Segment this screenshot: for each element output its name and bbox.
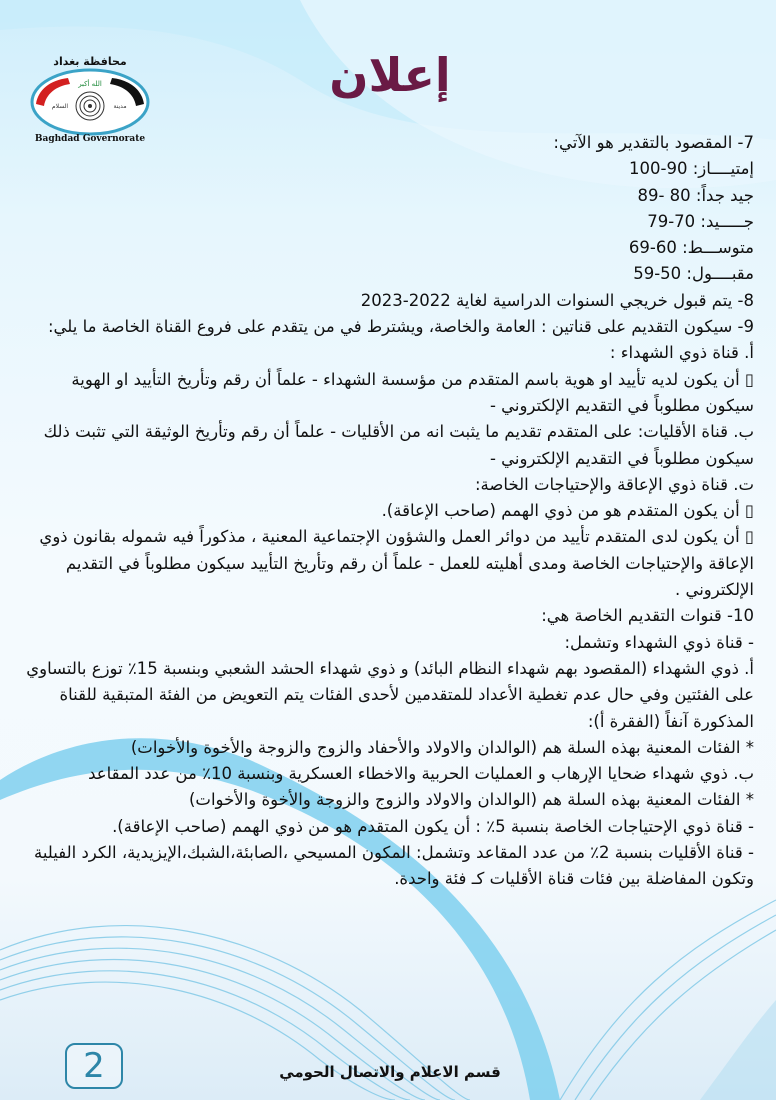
item-8: 8- يتم قبول خريجي السنوات الدراسية لغاية 2022-2023 [360,290,754,310]
item-9: 9- سيكون التقديم على قناتين : العامة والخاصة، ويشترط في من يتقدم على فروع القناة الخاصة ما يلي: [47,317,754,337]
disability-channel-heading: ت. قناة ذوي الإعاقة والإحتياجات الخاصة: [475,474,754,494]
page-number: 2 [65,1043,123,1089]
grade-average: متوســـط: 60-69 [628,238,754,258]
disability-requirement-1: ▯ أن يكون المتقدم هو من ذوي الهمم (صاحب الإعاقة). [381,501,754,521]
special-needs-channel: - قناة ذوي الإحتياجات الخاصة بنسبة 5٪ : أن يكون المتقدم هو من ذوي الهمم (صاحب الإعاقة). [112,816,754,836]
page-title: إعلان [329,48,451,102]
minorities-quota: - قناة الأقليات بنسبة 2٪ من عدد المقاعد وتشمل: المكون المسيحي ،الصابئة،الشبك،الإيزيدية، الكرد الفيلية وتكون المفاضلة بين فئات قناة الأقليات كـ فئة واحدة. [33,843,754,889]
item-10-heading: 10- قنوات التقديم الخاصة هي: [541,606,754,626]
svg-text:الله أكبر: الله أكبر [78,80,102,88]
grade-excellent: إمتيــــاز: 90-100 [629,159,754,179]
svg-text:مدينة: مدينة [113,103,127,110]
logo-top-text: محافظة بغداد [53,55,127,68]
grade-acceptable: مقبــــول: 50-59 [633,264,754,284]
martyrs-families-a-categories: * الفئات المعنية بهذه السلة هم (الوالدان والاولاد والأحفاد والزوج والزوجة والأخوة والأخوات) [130,737,754,757]
item-7-heading: 7- المقصود بالتقدير هو الآتي: [553,133,754,152]
martyrs-channel-requirement: ▯ أن يكون لديه تأييد او هوية باسم المتقدم من مؤسسة الشهداء - علماً أن رقم وتأريخ التأييد او الهوية سيكون مطلوباً في التقديم الإلكتروني - [71,369,754,415]
minorities-channel: ب. قناة الأقليات: على المتقدم تقديم ما يثبت انه من الأقليات - علماً أن رقم وتأريخ الوثيقة التي تثبت ذلك سيكون مطلوباً في التقديم الإلكتروني - [43,422,754,468]
disability-requirement-2: ▯ أن يكون لدى المتقدم تأييد من دوائر العمل والشؤون الإجتماعية المعنية ، مذكوراً فيه شموله بقانون ذوي الإعاقة والإحتياجات الخاصة ومدى أهليته للعمل - علماً أن رقم وتأريخ التأييد سيكون مطلوباً في التقديم الإلكتروني . [39,527,754,600]
martyrs-channel-heading: أ. قناة ذوي الشهداء : [609,343,754,363]
svg-text:السلام: السلام [51,103,69,110]
svg-text:Baghdad Governorate: Baghdad Governorate [34,134,146,144]
grade-very-good: جيد جداً: 80 -89 [637,185,754,205]
martyrs-families-a: أ. ذوي الشهداء (المقصود بهم شهداء النظام البائد) و ذوي شهداء الحشد الشعبي وبنسبة 15٪ توزع بالتساوي على الفئتين وفي حال عدم تغطية الأعداد للمتقدمين لأحدى الفئات يتم التعويض من الفئة المتبقية للقناة المذكورة آنفاً (الفقرة أ): [26,658,754,731]
martyrs-families-channel: - قناة ذوي الشهداء وتشمل: [564,632,754,652]
announcement-body [22,130,754,893]
martyrs-families-b-categories: * الفئات المعنية بهذه السلة هم (الوالدان والاولاد والزوج والزوجة والأخوة والأخوات) [189,790,754,810]
grade-good: جـــــيد: 70-79 [647,211,754,231]
martyrs-families-b: ب. ذوي شهداء ضحايا الإرهاب و العمليات الحربية والاخطاء العسكرية وبنسبة 10٪ من عدد المقاعد [88,764,754,784]
footer-department: قسم الاعلام والاتصال الحومي [279,1063,501,1081]
